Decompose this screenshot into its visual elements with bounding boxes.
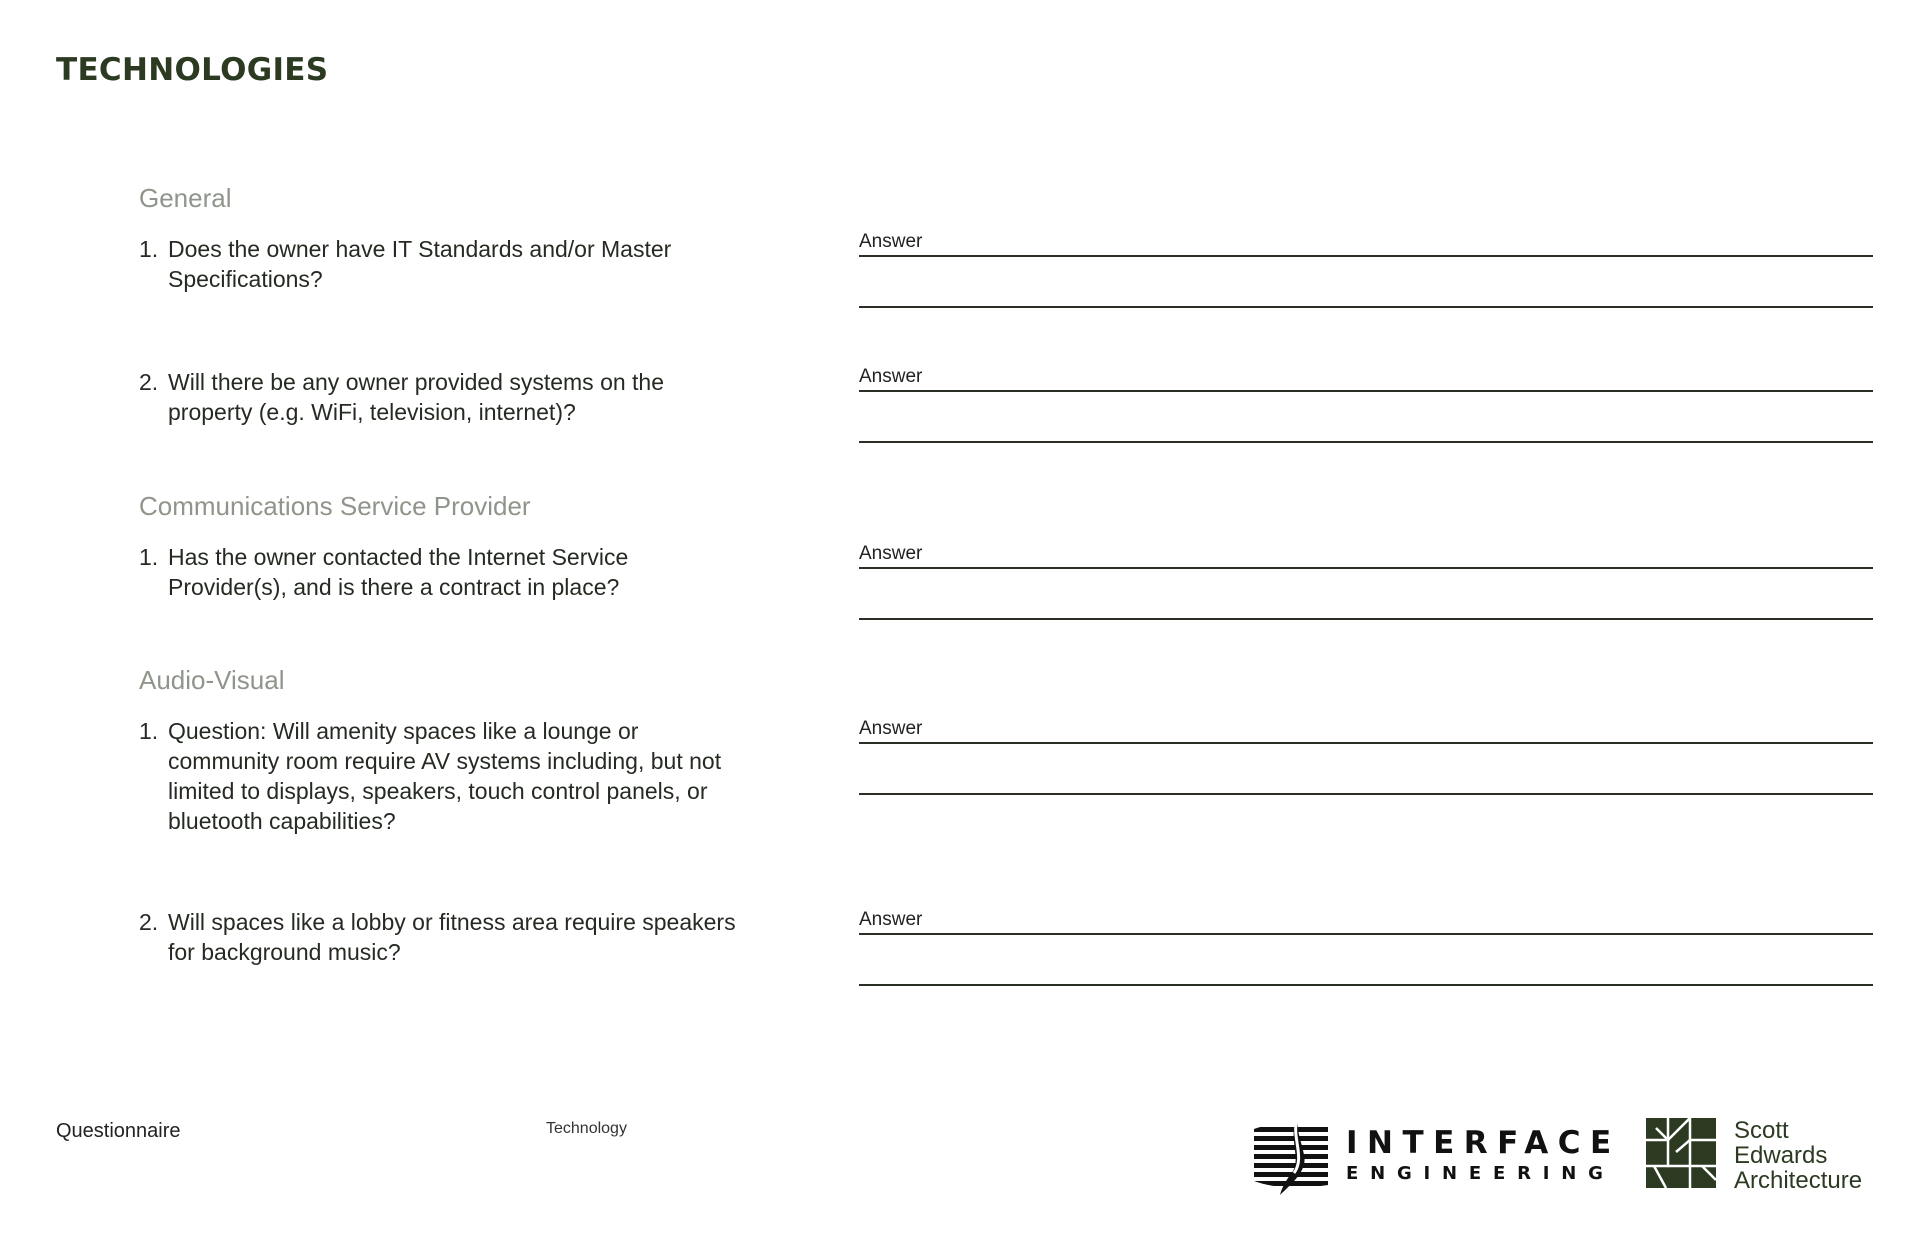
answer-field-general-1[interactable] <box>859 231 1873 308</box>
interface-logo-line2: ENGINEERING <box>1346 1163 1615 1184</box>
answer-line <box>859 618 1873 620</box>
question-text: Has the owner contacted the Internet Service Provider(s), and is there a contract in place? <box>168 544 629 600</box>
answer-label: Answer <box>859 231 923 252</box>
answer-line <box>859 742 1873 744</box>
section-heading-general: General <box>139 183 232 213</box>
answer-label: Answer <box>859 718 923 739</box>
question-number: 2. <box>139 369 159 395</box>
section-heading-communications: Communications Service Provider <box>139 491 531 521</box>
question-general-2 <box>139 367 749 427</box>
question-text: Question: Will amenity spaces like a lounge or community room require AV systems including, but not limited to displays, speakers, touch control panels, or bluetooth capabilities? <box>168 718 722 834</box>
question-text: Does the owner have IT Standards and/or Master Specifications? <box>168 236 672 292</box>
sea-logo-line3: Architecture <box>1734 1167 1863 1194</box>
footer-document-type: Questionnaire <box>56 1120 181 1142</box>
question-number: 1. <box>139 544 159 570</box>
answer-field-general-2[interactable] <box>859 366 1873 443</box>
question-audio-visual-2 <box>139 907 749 967</box>
answer-label: Answer <box>859 366 923 387</box>
interface-logo-line1: INTERFACE <box>1346 1125 1621 1161</box>
answer-label: Answer <box>859 543 923 564</box>
answer-line <box>859 306 1873 308</box>
footer-section-name: Technology <box>546 1120 627 1137</box>
answer-label: Answer <box>859 909 923 930</box>
page-title: TECHNOLOGIES <box>56 52 329 88</box>
answer-line <box>859 441 1873 443</box>
section-heading-audio-visual: Audio-Visual <box>139 665 285 695</box>
sea-logo-line1: Scott <box>1734 1117 1789 1144</box>
question-text: Will there be any owner provided systems on the property (e.g. WiFi, television, internet)? <box>168 369 665 425</box>
answer-field-audio-visual-1[interactable] <box>859 718 1873 795</box>
answer-field-communications-1[interactable] <box>859 543 1873 620</box>
question-communications-1 <box>139 542 749 602</box>
scott-edwards-logo-icon <box>1646 1118 1716 1188</box>
answer-line <box>859 390 1873 392</box>
interface-engineering-logo-icon <box>1246 1115 1334 1197</box>
answer-line <box>859 567 1873 569</box>
answer-line <box>859 793 1873 795</box>
question-number: 1. <box>139 236 159 262</box>
answer-line <box>859 933 1873 935</box>
sea-logo-line2: Edwards <box>1734 1142 1828 1169</box>
question-general-1 <box>139 234 749 294</box>
question-text: Will spaces like a lobby or fitness area require speakers for background music? <box>168 909 736 965</box>
interface-engineering-logo <box>1246 1115 1621 1197</box>
answer-field-audio-visual-2[interactable] <box>859 909 1873 986</box>
question-number: 2. <box>139 909 159 935</box>
scott-edwards-logo <box>1646 1118 1862 1193</box>
answer-line <box>859 984 1873 986</box>
question-audio-visual-1 <box>139 716 749 836</box>
question-number: 1. <box>139 718 159 744</box>
answer-line <box>859 255 1873 257</box>
